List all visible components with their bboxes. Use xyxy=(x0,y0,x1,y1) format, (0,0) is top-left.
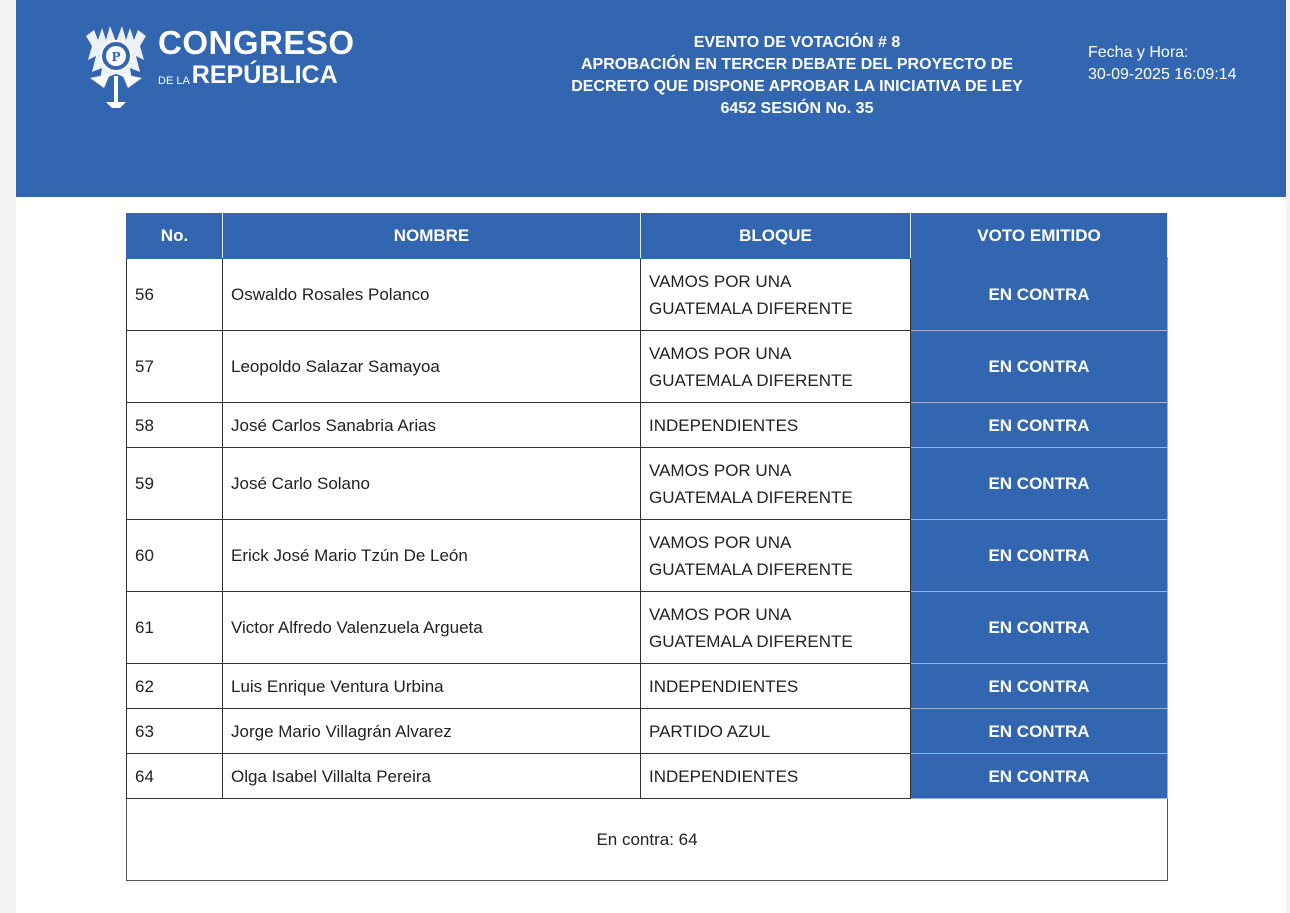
cell-no: 59 xyxy=(127,448,223,520)
svg-text:P: P xyxy=(111,50,121,64)
cell-no: 61 xyxy=(127,592,223,664)
title-line: APROBACIÓN EN TERCER DEBATE DEL PROYECTO DE xyxy=(580,56,1014,73)
cell-vote: EN CONTRA xyxy=(911,754,1168,799)
cell-name: Erick José Mario Tzún De León xyxy=(223,520,641,592)
bloque-line: GUATEMALA DIFERENTE xyxy=(649,559,853,579)
table-row xyxy=(127,754,1168,799)
cell-no: 57 xyxy=(127,331,223,403)
cell-bloque xyxy=(641,664,911,709)
cell-no: 56 xyxy=(127,259,223,331)
cell-bloque xyxy=(641,331,911,403)
cell-no: 63 xyxy=(127,709,223,754)
vote-table xyxy=(126,213,1168,881)
title-line: 6452 SESIÓN No. 35 xyxy=(720,100,874,117)
cell-no: 64 xyxy=(127,754,223,799)
bloque-line: VAMOS POR UNA xyxy=(649,271,792,291)
datetime-label: Fecha y Hora: xyxy=(1088,44,1189,61)
cell-vote: EN CONTRA xyxy=(911,592,1168,664)
table-row xyxy=(127,403,1168,448)
bloque-line: PARTIDO AZUL xyxy=(649,721,771,741)
cell-vote: EN CONTRA xyxy=(911,664,1168,709)
document-page xyxy=(16,0,1286,913)
bloque-line: VAMOS POR UNA xyxy=(649,343,792,363)
bloque-line: VAMOS POR UNA xyxy=(649,532,792,552)
logo-text-de-la: DE LA xyxy=(158,75,190,87)
cell-vote: EN CONTRA xyxy=(911,259,1168,331)
cell-name: José Carlos Sanabria Arias xyxy=(223,403,641,448)
cell-bloque xyxy=(641,520,911,592)
cell-name: José Carlo Solano xyxy=(223,448,641,520)
cell-bloque xyxy=(641,259,911,331)
cell-name: Luis Enrique Ventura Urbina xyxy=(223,664,641,709)
coat-of-arms-icon xyxy=(80,16,152,112)
datetime-block xyxy=(1088,42,1237,86)
cell-vote: EN CONTRA xyxy=(911,709,1168,754)
cell-vote: EN CONTRA xyxy=(911,520,1168,592)
table-row xyxy=(127,709,1168,754)
logo-text-republica xyxy=(158,61,338,91)
cell-no: 60 xyxy=(127,520,223,592)
table-row xyxy=(127,592,1168,664)
bloque-line: INDEPENDIENTES xyxy=(649,676,799,696)
cell-no: 58 xyxy=(127,403,223,448)
header-banner xyxy=(16,0,1286,197)
bloque-line: INDEPENDIENTES xyxy=(649,766,799,786)
cell-name: Victor Alfredo Valenzuela Argueta xyxy=(223,592,641,664)
bloque-line: GUATEMALA DIFERENTE xyxy=(649,298,853,318)
cell-bloque xyxy=(641,592,911,664)
cell-bloque xyxy=(641,403,911,448)
cell-bloque xyxy=(641,448,911,520)
cell-vote: EN CONTRA xyxy=(911,403,1168,448)
total-row xyxy=(127,799,1168,881)
table-row xyxy=(127,664,1168,709)
title-line: DECRETO QUE DISPONE APROBAR LA INICIATIVA DE LEY xyxy=(571,78,1023,95)
table-row xyxy=(127,259,1168,331)
cell-bloque xyxy=(641,754,911,799)
total-summary: En contra: 64 xyxy=(127,799,1168,881)
bloque-line: GUATEMALA DIFERENTE xyxy=(649,631,853,651)
table-header-row xyxy=(127,214,1168,259)
datetime-value: 30-09-2025 16:09:14 xyxy=(1088,66,1237,83)
bloque-line: GUATEMALA DIFERENTE xyxy=(649,487,853,507)
table-row xyxy=(127,448,1168,520)
table-row xyxy=(127,331,1168,403)
column-header-no: No. xyxy=(127,214,223,259)
bloque-line: VAMOS POR UNA xyxy=(649,460,792,480)
bloque-line: GUATEMALA DIFERENTE xyxy=(649,370,853,390)
bloque-line: INDEPENDIENTES xyxy=(649,415,799,435)
logo-text-congreso: CONGRESO xyxy=(158,24,355,61)
event-title xyxy=(522,32,1072,120)
congreso-logo xyxy=(80,16,370,112)
cell-name: Leopoldo Salazar Samayoa xyxy=(223,331,641,403)
table-row xyxy=(127,520,1168,592)
logo-text-republica-big: REPÚBLICA xyxy=(191,61,338,89)
cell-bloque xyxy=(641,709,911,754)
title-line: EVENTO DE VOTACIÓN # 8 xyxy=(693,34,901,51)
bloque-line: VAMOS POR UNA xyxy=(649,604,792,624)
cell-name: Jorge Mario Villagrán Alvarez xyxy=(223,709,641,754)
cell-vote: EN CONTRA xyxy=(911,448,1168,520)
cell-name: Olga Isabel Villalta Pereira xyxy=(223,754,641,799)
column-header-bloque: BLOQUE xyxy=(641,214,911,259)
cell-no: 62 xyxy=(127,664,223,709)
cell-vote: EN CONTRA xyxy=(911,331,1168,403)
column-header-nombre: NOMBRE xyxy=(223,214,641,259)
cell-name: Oswaldo Rosales Polanco xyxy=(223,259,641,331)
column-header-voto: VOTO EMITIDO xyxy=(911,214,1168,259)
